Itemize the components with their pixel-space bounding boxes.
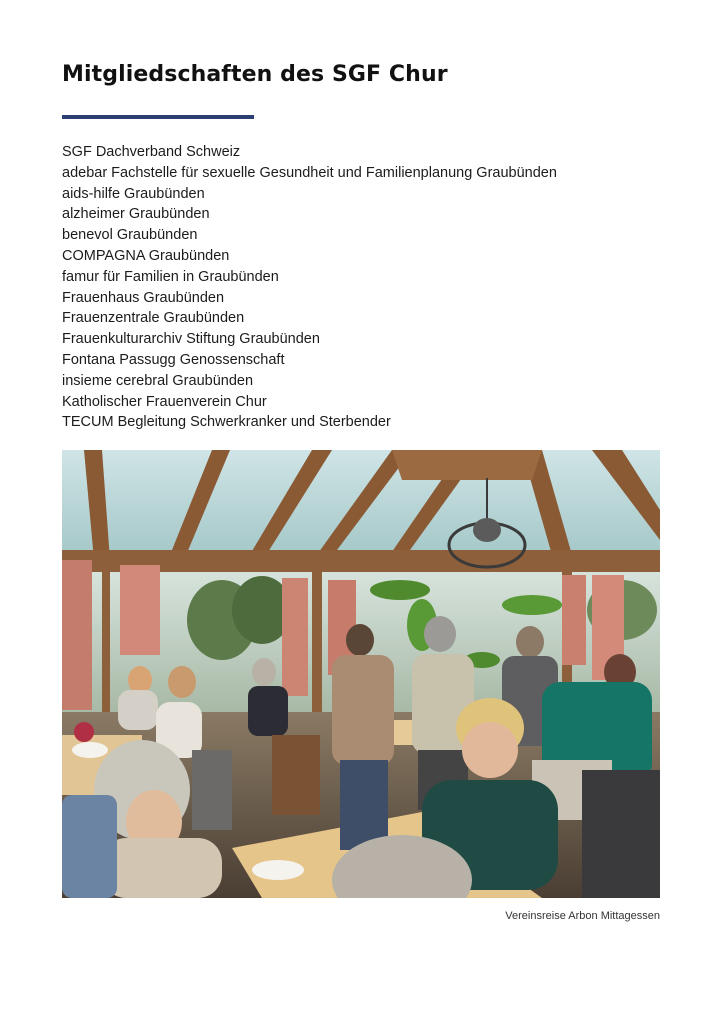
list-item: Frauenhaus Graubünden xyxy=(62,289,225,306)
membership-list xyxy=(62,142,557,433)
event-photo xyxy=(62,450,660,898)
list-item: Frauenkulturarchiv Stiftung Graubünden xyxy=(62,331,320,348)
list-item: alzheimer Graubünden xyxy=(62,206,210,223)
list-item: adebar Fachstelle für sexuelle Gesundheit und Familienplanung Graubünden xyxy=(62,164,557,181)
list-item: TECUM Begleitung Schwerkranker und Sterbender xyxy=(62,414,391,431)
list-item: Fontana Passugg Genossenschaft xyxy=(62,351,285,368)
list-item: insieme cerebral Graubünden xyxy=(62,372,254,389)
list-item: SGF Dachverband Schweiz xyxy=(62,144,241,160)
list-item: aids-hilfe Graubünden xyxy=(62,185,205,202)
list-item: Katholischer Frauenverein Chur xyxy=(62,393,267,410)
list-item: benevol Graubünden xyxy=(62,227,198,244)
page-title: Mitgliedschaften des SGF Chur xyxy=(62,62,448,87)
list-item: COMPAGNA Graubünden xyxy=(62,247,230,264)
photo-caption: Vereinsreise Arbon Mittagessen xyxy=(505,910,660,922)
list-item: Frauenzentrale Graubünden xyxy=(62,310,245,327)
title-underline xyxy=(62,115,254,119)
list-item: famur für Familien in Graubünden xyxy=(62,268,279,285)
